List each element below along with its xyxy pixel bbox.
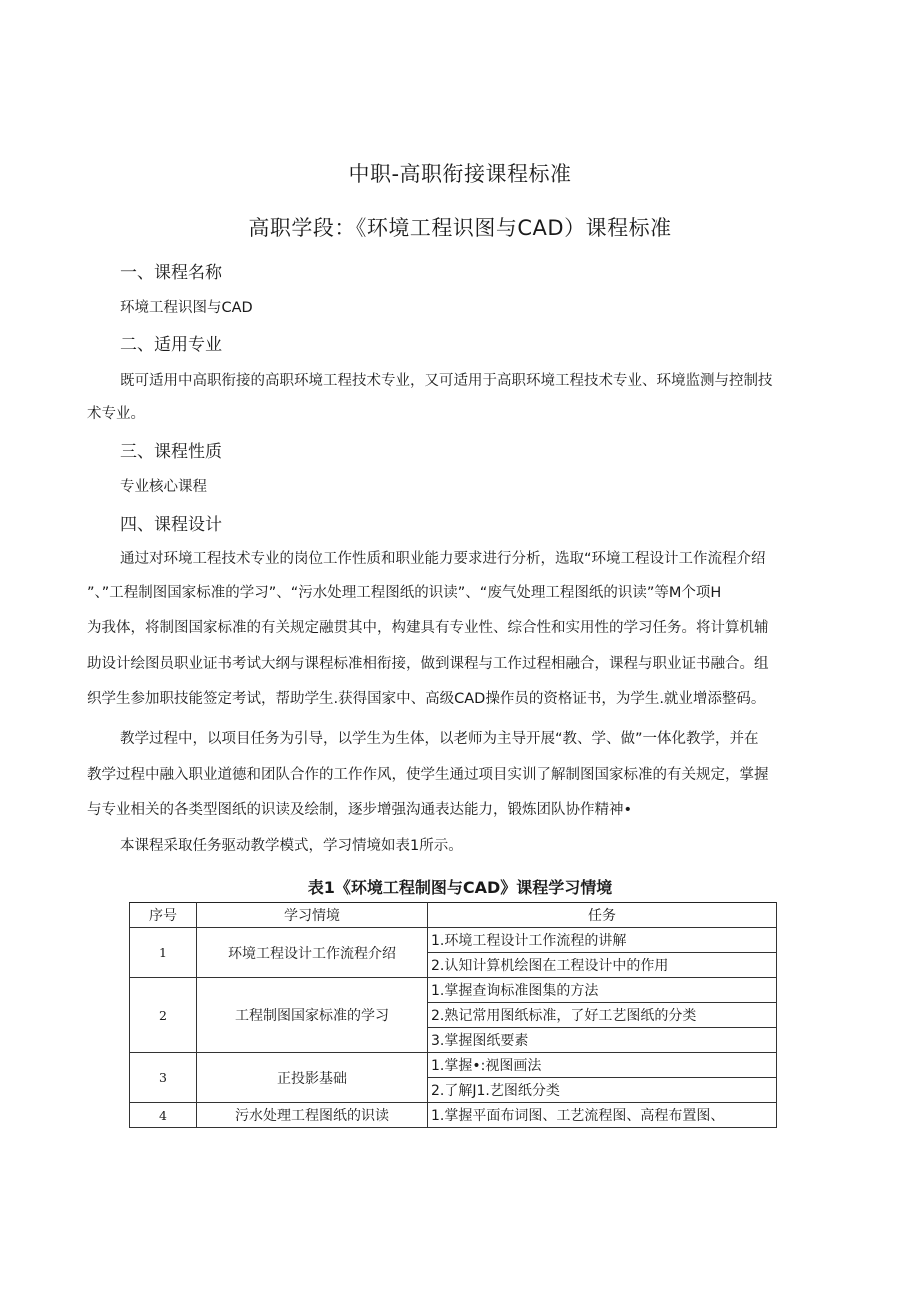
design-p1-line-2: ”、”工程制图国家标准的学习”、“污水处理工程图纸的识读”、“废气处理工程图纸的识读”等M个项H [87, 585, 722, 601]
design-p1-line-3: 为我体，将制图国家标准的有关规定融贯其中，构建具有专业性、综合性和实用性的学习任务。将计算机辅 [87, 620, 769, 636]
row-context: 正投影基础 [197, 1053, 428, 1103]
section-heading-course-design: 四、课程设计 [120, 515, 222, 535]
row-num: 3 [130, 1053, 197, 1103]
section-heading-course-nature: 三、课程性质 [120, 442, 222, 462]
page-subtitle: 高职学段：《环境工程识图与CAD）课程标准 [248, 216, 672, 240]
design-p2-line-3: 与专业相关的各类型图纸的识读及绘制，逐步增强沟通表达能力，锻炼团队协作精神• [87, 802, 633, 818]
table-row [130, 978, 777, 1003]
header-task: 任务 [428, 903, 777, 928]
table-caption: 表1《环境工程制图与CAD》课程学习情境 [307, 878, 613, 897]
row-task: 1.掌握查询标准图集的方法 [428, 978, 777, 1003]
row-task: 2.认知计算机绘图在工程设计中的作用 [428, 953, 777, 978]
table-row [130, 1103, 777, 1128]
table-row [130, 1053, 777, 1078]
row-num: 1 [130, 928, 197, 978]
table-header-row [130, 903, 777, 928]
section-heading-applicable-major: 二、适用专业 [120, 335, 222, 355]
row-task: 1.掌握•:视图画法 [428, 1053, 777, 1078]
row-context: 环境工程设计工作流程介绍 [197, 928, 428, 978]
row-num: 2 [130, 978, 197, 1053]
section-heading-course-name: 一、课程名称 [120, 263, 222, 283]
course-nature-text: 专业核心课程 [120, 479, 207, 495]
row-num: 4 [130, 1103, 197, 1128]
design-p2-line-1: 教学过程中，以项目任务为引导，以学生为生体，以老师为主导开展“教、学、做”一体化教学，并在 [120, 731, 759, 747]
design-p1-line-5: 织学生参加职技能签定考试，帮助学生.获得国家中、高级CAD操作员的资格证书，为学生.就业增添整码。 [87, 691, 766, 707]
row-task: 2.了解J1.艺图纸分类 [428, 1078, 777, 1103]
header-context: 学习情境 [197, 903, 428, 928]
row-task: 2.熟记常用图纸标准，了好工艺图纸的分类 [428, 1003, 777, 1028]
header-num: 序号 [130, 903, 197, 928]
design-p3: 本课程采取任务驱动教学模式，学习情境如表1所示。 [120, 838, 463, 854]
row-context: 污水处理工程图纸的识读 [197, 1103, 428, 1128]
row-task: 1.环境工程设计工作流程的讲解 [428, 928, 777, 953]
applicable-major-line-2: 术专业。 [87, 406, 145, 422]
design-p1-line-4: 助设计绘图员职业证书考试大纲与课程标准相衔接，做到课程与工作过程相融合，课程与职业证书融合。组 [87, 656, 769, 672]
design-p1-line-1: 通过对环境工程技术专业的岗位工作性质和职业能力要求进行分析，选取“环境工程设计工作流程介绍 [120, 551, 766, 567]
applicable-major-line-1: 既可适用中高职衔接的高职环境工程技术专业，又可适用于高职环境工程技术专业、环境监测与控制技 [120, 373, 773, 389]
course-name-text: 环境工程识图与CAD [120, 300, 253, 316]
row-task: 1.掌握平面布词图、工艺流程图、高程布置图、 [428, 1103, 777, 1128]
learning-context-table [129, 902, 777, 1128]
row-context: 工程制图国家标准的学习 [197, 978, 428, 1053]
row-task: 3.掌握图纸要素 [428, 1028, 777, 1053]
table-row [130, 928, 777, 953]
design-p2-line-2: 教学过程中融入职业道德和团队合作的工作作风，使学生通过项目实训了解制图国家标准的有关规定，掌握 [87, 767, 769, 783]
page-title: 中职-高职衔接课程标准 [348, 162, 572, 186]
